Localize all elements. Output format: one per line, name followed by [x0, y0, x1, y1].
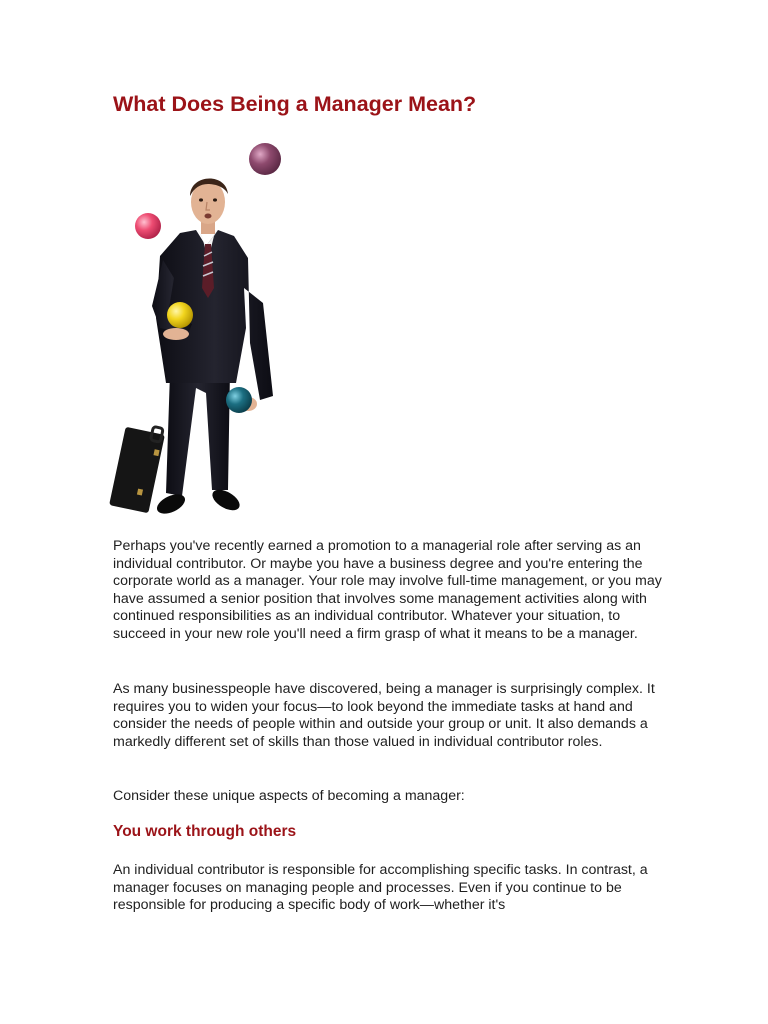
pink-ball [135, 213, 161, 239]
left-shoe [154, 490, 188, 517]
head [190, 178, 228, 234]
left-hand [163, 328, 189, 340]
section-subheading: You work through others [113, 823, 297, 840]
juggling-businessman-illustration [108, 138, 288, 523]
teal-ball [226, 387, 252, 413]
mauve-ball [249, 143, 281, 175]
briefcase [109, 426, 165, 513]
complexity-paragraph: As many businesspeople have discovered, being a manager is surprisingly complex. It requires you to widen your focus—to look beyond the immediate tasks at hand and consider the needs of people within and outside your group or unit. It also demands a markedly different set of skills than those valued in individual contributor roles. [113, 681, 655, 750]
yellow-ball [167, 302, 193, 328]
trousers [166, 370, 230, 496]
intro-paragraph: Perhaps you've recently earned a promotion to a managerial role after serving as an individual contributor. Or maybe you have a business degree and you're entering the corporate world as a manager. Your role may involve full-time management, or you may have assumed a senior position that involves some management activities along with continued responsibilities as an individual contributor. Whatever your situation, to succeed in your new role you'll need a firm grasp of what it means to be a manager. [113, 538, 662, 642]
aspects-lead-in: Consider these unique aspects of becoming a manager: [113, 788, 465, 804]
section-paragraph: An individual contributor is responsible for accomplishing specific tasks. In contrast, a manager focuses on managing people and processes. Even if you continue to be responsible for producing a specific body of work—whether it's [113, 862, 648, 914]
page-title: What Does Being a Manager Mean? [113, 92, 477, 116]
